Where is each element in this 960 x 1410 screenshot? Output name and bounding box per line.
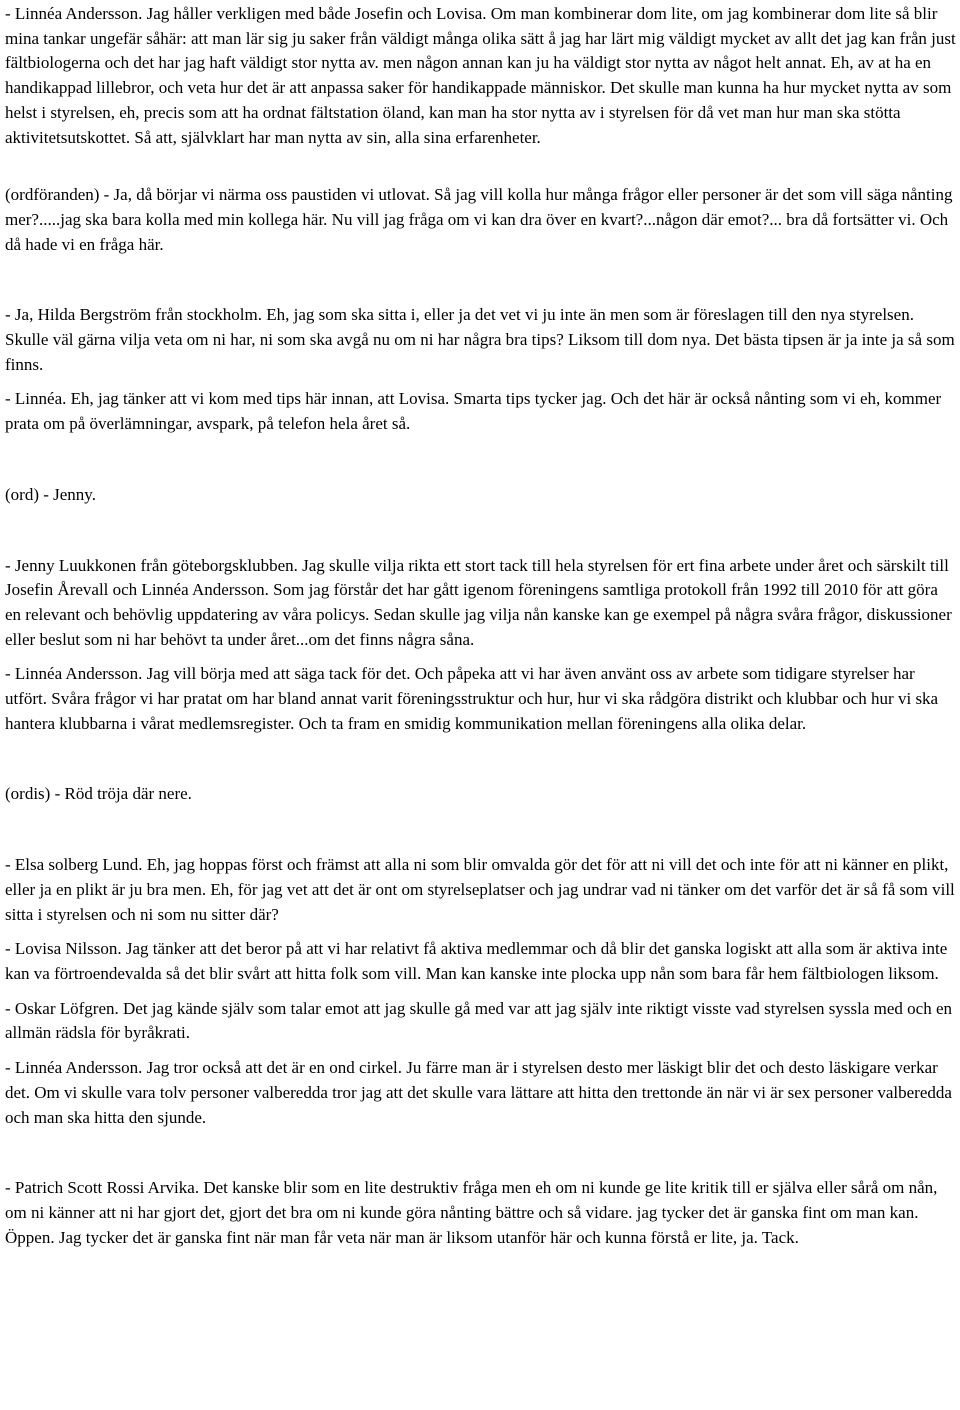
paragraph-jenny: - Jenny Luukkonen från göteborgsklubben. Jag skulle vilja rikta ett stort tack till hela styrelsen för ert fina arbete under året och särskilt till Josefin Årevall och Linnéa Andersson. Som jag förstår det har gått igenom föreningens samtliga protokoll från 1992 till 2010 för att göra en relevant och behövlig uppdatering av våra policys. Sedan skulle jag vilja nån kanske kan ge exempel på några svåra frågor, diskussioner eller beslut som ni har behövt ta under året...om det finns några såna. [5, 555, 952, 649]
paragraph-gap [5, 150, 957, 183]
paragraph-linnea-3: - Linnéa Andersson. Jag vill börja med att säga tack för det. Och påpeka att vi har även använt oss av arbete som tidigare styrelser har utfört. Svåra frågor vi har pratat om har bland annat varit föreningsstruktur och hur, hur vi ska rådgöra distrikt och klubbar och hur vi ska hantera klubbarna i vårat medlemsregister. Och ta fram en smidig kommunikation mellan föreningens alla olika delar. [5, 664, 939, 733]
paragraph-gap [5, 1130, 957, 1176]
paragraph-gap [5, 652, 957, 662]
paragraph-oskar: - Oskar Löfgren. Det jag kände själv som talar emot att jag skulle gå med var att jag själv inte riktigt visste vad styrelsen syssla med och en allmän rädsla för byråkrati. [5, 998, 953, 1043]
paragraph-ord-jenny: (ord) - Jenny. [5, 484, 96, 504]
paragraph-gap [5, 927, 957, 937]
paragraph-gap [5, 807, 957, 853]
paragraph-gap [5, 377, 957, 387]
paragraph-patrich: - Patrich Scott Rossi Arvika. Det kanske blir som en lite destruktiv fråga men eh om ni kunde ge lite kritik till er själva eller sårå om nån, om ni känner att ni har gjort det, gjort det bra om ni kunde göra nånting bättre och så vidare. jag tycker det är ganska fint om man kan. Öppen. Jag tycker det är ganska fint när man får veta när man är liksom utanför här och kunna förstå er lite, ja. Tack. [5, 1178, 938, 1247]
paragraph-gap [5, 736, 957, 782]
paragraph-linnea-1: - Linnéa Andersson. Jag håller verkligen med både Josefin och Lovisa. Om man kombinerar dom lite, om jag kombinerar dom lite så blir mina tankar ungefär såhär: att man lär sig ju saker från väldigt många olika sätt å jag har lärt mig väldigt mycket av allt det jag kan från just fältbiologerna och det har jag haft väldigt stor nytta av. men någon annan kan ju ha väldigt stor nytta av något helt annat. Eh, av at ha en handikappad lillebror, och veta hur det är att anpassa saker för handikappade människor. Det skulle man kunna ha hur mycket nytta av som helst i styrelsen, eh, precis som att ha ordnat fältstation öland, kan man ha stor nytta av i styrelsen för då vet man hur man ska stötta aktivitetsutskottet. Så att, självklart har man nytta av sin, alla sina erfarenheter. [5, 4, 956, 147]
paragraph-lovisa: - Lovisa Nilsson. Jag tänker att det beror på att vi har relativt få aktiva medlemmar och då blir det ganska logiskt att alla som är aktiva inte kan va förtroendevalda så det blir svårt att hitta folk som vill. Man kan kanske inte plocka upp nån som bara får hem fältbiologen liksom. [5, 939, 948, 983]
paragraph-gap [5, 257, 957, 303]
paragraph-gap [5, 508, 957, 554]
paragraph-hilda: - Ja, Hilda Bergström från stockholm. Eh, jag som ska sitta i, eller ja det vet vi ju inte än men som är föreslagen till den nya styrelsen. Skulle väl gärna vilja veta om ni har, ni som ska avgå nu om ni har några bra tips? Liksom till dom nya. Det bästa tipsen är ja inte ja så som finns. [5, 305, 955, 374]
paragraph-gap [5, 987, 957, 997]
paragraph-gap [5, 1046, 957, 1056]
paragraph-elsa: - Elsa solberg Lund. Eh, jag hoppas först och främst att alla ni som blir omvalda gör det för att ni vill det och inte för att ni känner en plikt, eller ja en plikt är ju bra men. Eh, för jag vet att det är ont om styrelseplatser och jag undrar vad ni tänker om det varför det är så få som vill sitta i styrelsen och ni som nu sitter där? [5, 855, 955, 924]
paragraph-gap [5, 437, 957, 483]
transcript-document [5, 2, 957, 1250]
paragraph-ordforanden: (ordföranden) - Ja, då börjar vi närma oss paustiden vi utlovat. Så jag vill kolla hur många frågor eller personer är det som vill säga nånting mer?.....jag ska bara kolla med min kollega här. Nu vill jag fråga om vi kan dra över en kvart?...någon där emot?... bra då fortsätter vi. Och då hade vi en fråga här. [5, 185, 953, 254]
paragraph-linnea-2: - Linnéa. Eh, jag tänker att vi kom med tips här innan, att Lovisa. Smarta tips tycker jag. Och det här är också nånting som vi eh, kommer prata om på överlämningar, avspark, på telefon hela året så. [5, 389, 942, 434]
paragraph-linnea-4: - Linnéa Andersson. Jag tror också att det är en ond cirkel. Ju färre man är i styrelsen desto mer läskigt blir det och desto läskigare verkar det. Om vi skulle vara tolv personer valberedda tror jag att det skulle vara lättare att hitta den trettonde än när vi är sex personer valberedda och man ska hitta den sjunde. [5, 1058, 952, 1127]
paragraph-ordis: (ordis) - Röd tröja där nere. [5, 784, 192, 804]
